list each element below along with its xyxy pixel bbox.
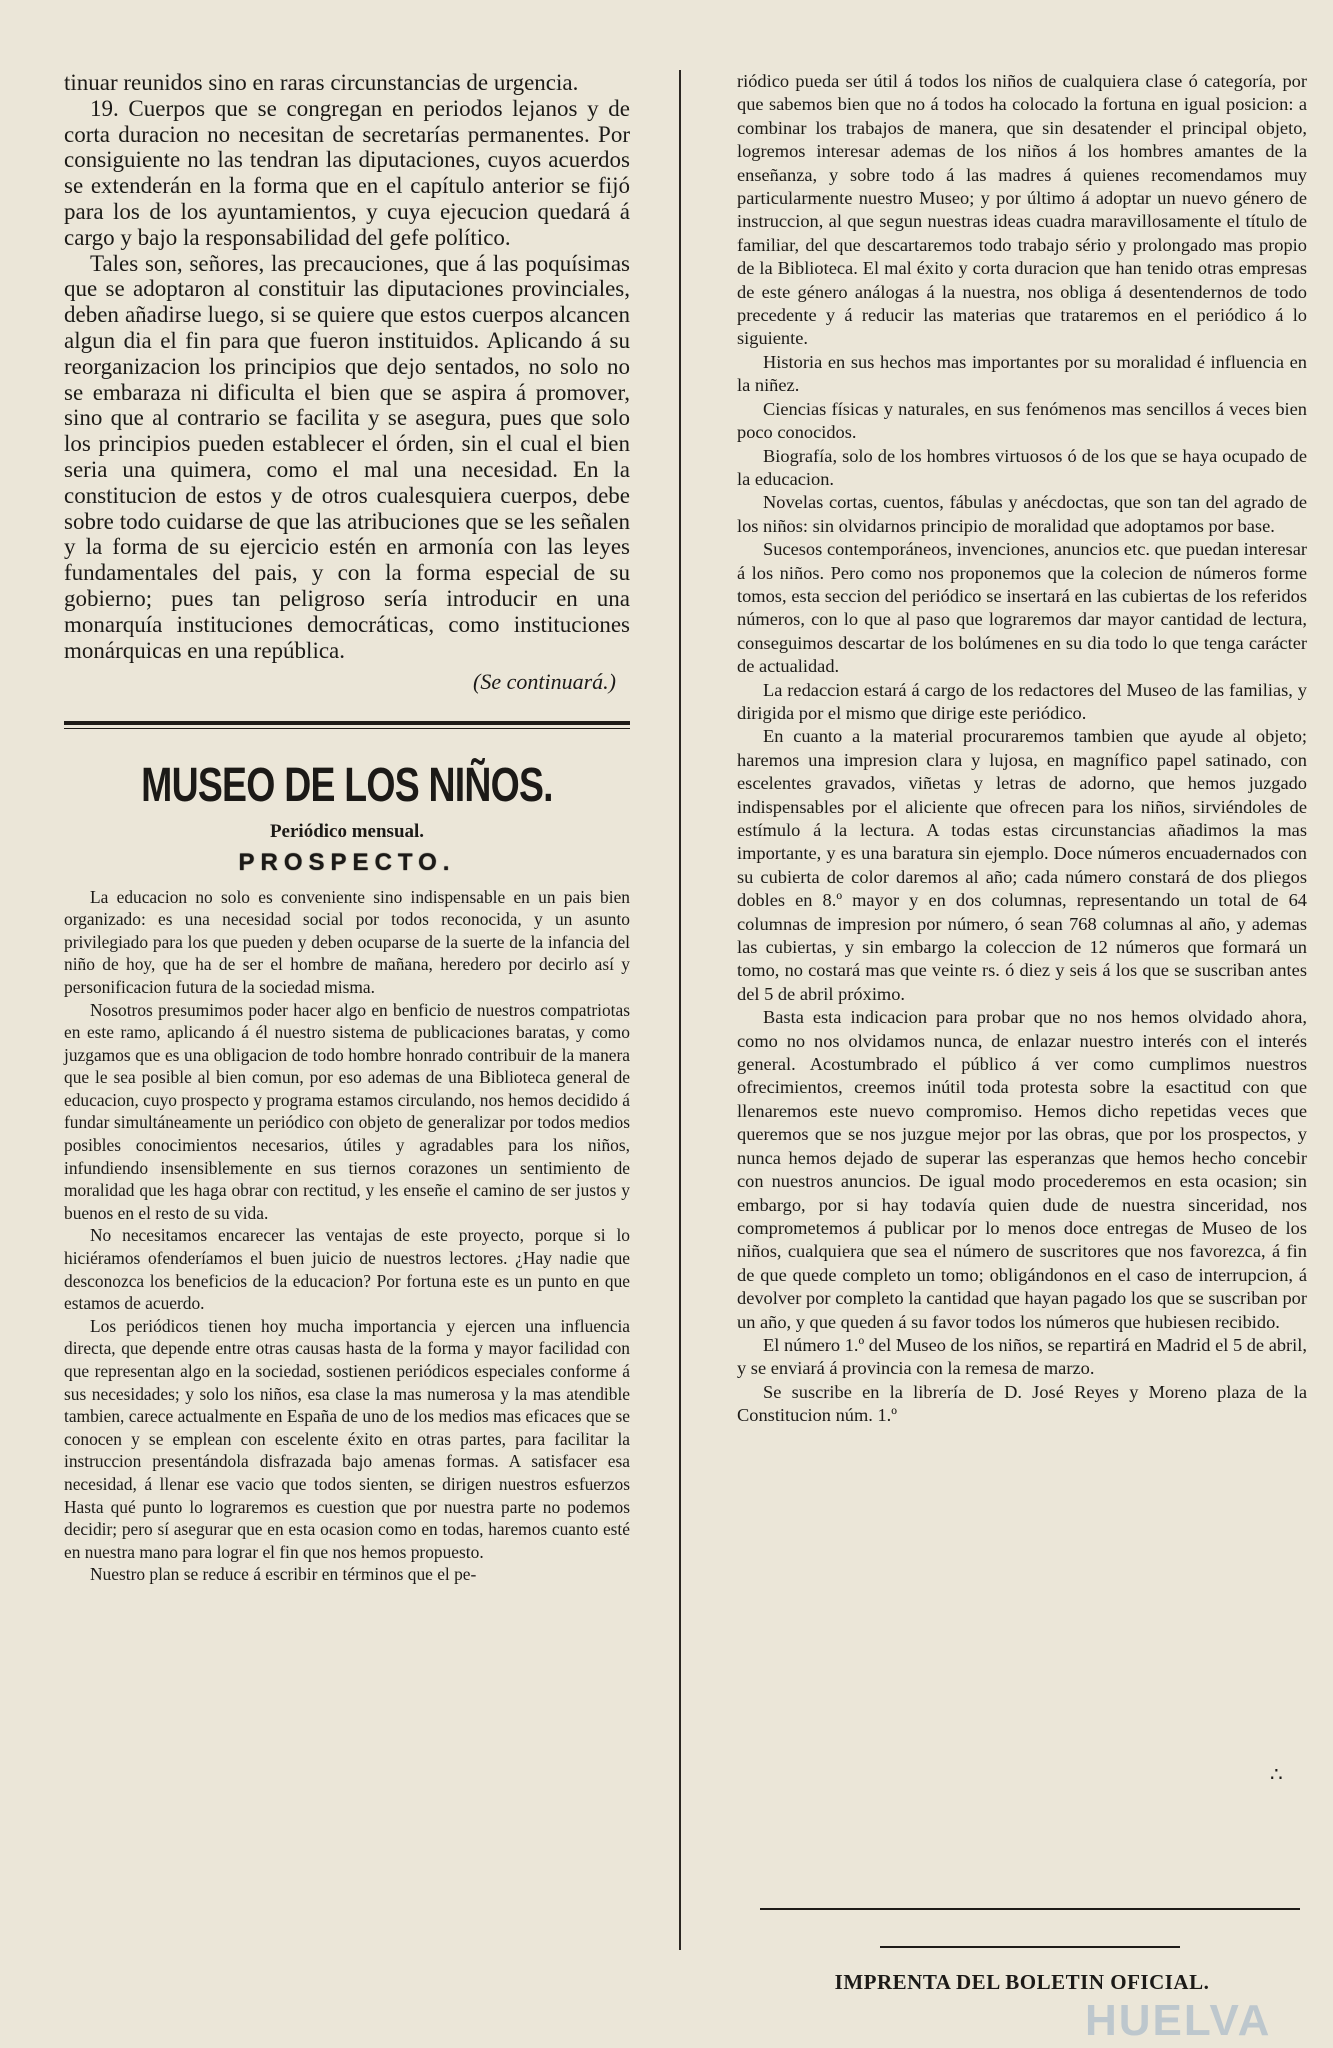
prospecto-body [64,886,630,1586]
masthead-subtitle: Periódico mensual. [269,821,425,843]
paragraph: Nosotros presumimos poder hacer algo en benficio de nuestros compatriotas en este ramo, aplicando á él nuestro sistema de publicaciones baratas, y como juzgamos que es una obligacion de todo hombre honrado contribuir de la manera que le sea posible al bien comun, por eso ademas de una Biblioteca general de educacion, cuyo prospecto y programa estamos circulando, nos hemos decidido á fundar simultáneamente un periódico con objeto de generalizar por todos medios posibles conocimientos necesarios, útiles y agradables para los niños, infundiendo insensiblemente en sus tiernos corazones un sentimiento de moralidad que les haga obrar con rectitud, y les enseñe el camino de ser justos y buenos en el resto de su vida. [64,999,630,1223]
prospecto-heading: PROSPECTO. [238,849,456,877]
printer-imprint: IMPRENTA DEL BOLETIN OFICIAL. [834,1970,1210,1994]
column-rule [679,70,681,1950]
paragraph: En cuanto a la material procuraremos tambien que ayude al objeto; haremos una impresion clara y lujosa, en magnífico papel satinado, con escelentes gravados, viñetas y letras de adorno, que hemos juzgado indispensables por el aliciente que ofrecen para los niños, sirviéndoles de estímulo á la lectura. A todas estas circunstancias añadimos la mas importante, y es una baratura sin ejemplo. Doce números encuadernados con su cubierta de color daremos al año; cada número constará de dos pliegos dobles en 8.º mayor y en dos columnas, representando un total de 64 columnas de impresion por número, ó sean 768 columnas al año, y ademas las cubiertas, y sin embargo la coleccion de 12 números que formará un tomo, no costará mas que veinte rs. ó diez y seis á los que se suscriban antes del 5 de abril próximo. [737,726,1307,1004]
archive-watermark: HUELVA [1085,1996,1272,2045]
paragraph: Ciencias físicas y naturales, en sus fenómenos mas sencillos á veces bien poco conocidos. [737,398,1307,443]
paragraph: Sucesos contemporáneos, invenciones, anuncios etc. que puedan interesar á los niños. Pero como nos proponemos que la colecion de números forme tomos, esta seccion del periódico se insertará en las cubiertas de los referidos números, con lo que al paso que lograremos dar mayor cantidad de lectura, conseguimos descartar de los bolúmenes en su dia todo lo que tenga carácter de actualidad. [737,539,1307,677]
paragraph: Historia en sus hechos mas importantes por su moralidad é influencia en la niñez. [737,351,1307,396]
paragraph: Biografía, solo de los hombres virtuosos ó de los que se haya ocupado de la educacion. [737,445,1307,489]
paragraph: Se suscribe en la librería de D. José Reyes y Moreno plaza de la Constitucion núm. 1.º [737,1381,1307,1426]
continuation-note: (Se continuará.) [473,669,616,695]
masthead-title: MUSEO DE LOS NIÑOS. [141,759,553,813]
paragraph: Los periódicos tienen hoy mucha importancia y ejercen una influencia directa, que depende entre otras causas hasta de la forma y mayor facilidad con que representan algo en la sociedad, sostienen periódicos especiales conforme á sus necesidades; y solo los niños, esa clase la mas numerosa y la mas atendible tambien, carece actualmente en España de uno de los medios mas eficaces que se conocen y se emplean con escelente éxito en otras partes, para facilitar la instruccion presentándola disfrazada bajo amenas formas. A satisfacer esa necesidad, á llenar ese vacio que todos sienten, se dirigen nuestros esfuerzos Hasta qué punto lo lograremos es cuestion que por nuestra parte no podemos decidir; pero sí asegurar que en esta ocasion como en todas, haremos cuanto esté en nuestra mano para lograr el fin que nos hemos propuesto. [64,1315,630,1562]
paragraph: 19. Cuerpos que se congregan en periodos lejanos y de corta duracion no necesitan de secretarías permanentes. Por consiguiente no las tendran las diputaciones, cuyos acuerdos se extenderán en la forma que en el capítulo anterior se fijó para los de los ayuntamientos, y cuya ejecucion quedará á cargo y bajo la responsabilidad del gefe político. [64,95,630,250]
paragraph: La redaccion estará á cargo de los redactores del Museo de las familias, y dirigida por el mismo que dirige este periódico. [737,679,1307,723]
footer-rule [760,1908,1300,1910]
paragraph: No necesitamos encarecer las ventajas de este proyecto, porque si lo hiciéramos ofenderíamos el buen juicio de nuestros lectores. ¿Hay nadie que desconozca los beneficios de la educacion? Por fortuna este es un punto en que estamos de acuerdo. [64,1225,630,1314]
paragraph: Basta esta indicacion para probar que no nos hemos olvidado ahora, como no nos olvidamos nunca, de enlazar nuestro interés con el interés general. Acostumbrado el público á ver como cumplimos nuestros ofrecimientos, creemos inútil toda protesta sobre la esactitud con que llenaremos este nuevo compromiso. Hemos dicho repetidas veces que queremos que se nos juzgue mejor por las obras, que por los prospectos, y nunca hemos dejado de superar las esperanzas que hemos hecho concebir con nuestros anuncios. De igual modo procederemos en esta ocasion; sin embargo, por si hay todavía quien dude de nuestra sinceridad, nos comprometemos á publicar por lo menos doce entregas de Museo de los niños, cualquiera que sea el número de suscritores que nos favorezca, á fin de que quede completo un tomo; obligándonos en el caso de interrupcion, á devolver por completo la cantidad que hayan pagado los que se suscriban por un año, y que queden á su favor todos los números que hubiesen recibido. [737,1007,1307,1332]
footer-rule-short [880,1946,1180,1948]
left-column [64,70,630,1586]
paragraph: El número 1.º del Museo de los niños, se repartirá en Madrid el 5 de abril, y se enviará á provincia con la remesa de marzo. [737,1334,1307,1379]
paragraph: Novelas cortas, cuentos, fábulas y anécdoctas, que son tan del agrado de los niños: sin olvidarnos principio de moralidad que adoptamos por base. [737,492,1307,536]
printer-mark: ∴ [1270,1764,1283,1786]
paragraph: Nuestro plan se reduce á escribir en términos que el pe- [90,1564,477,1585]
paragraph: riódico pueda ser útil á todos los niños de cualquiera clase ó categoría, por que sabemos bien que no á todos ha colocado la fortuna en igual posicion: a combinar los trabajos de manera, que sin desatender el principal objeto, logremos interesar ademas de los niños á los hombres amantes de la enseñanza, y sobre todo á las madres á quienes recomendamos muy particularmente nuestro Museo; y por último á adoptar un nuevo género de instruccion, al que segun nuestras ideas cuadra maravillosamente el título de familiar, del que descartaremos todo trabajo sério y prolongado mas propio de la Biblioteca. El mal éxito y corta duracion que han tenido otras empresas de este género análogas á la nuestra, nos obliga á desentendernos de todo precedente y á reducir las materias que trataremos en el periódico á lo siguiente. [737,71,1307,349]
section-divider [64,721,630,729]
article-continued [64,70,630,695]
paragraph: tinuar reunidos sino en raras circunstancias de urgencia. [64,70,579,95]
paragraph: Tales son, señores, las precauciones, que á las poquísimas que se adoptaron al constituir las diputaciones provinciales, deben añadirse luego, si se quiere que estos cuerpos alcancen algun dia el fin para que fueron instituidos. Aplicando á su reorganizacion los principios que dejo sentados, no solo no se embaraza ni dificulta el bien que se aspira á promover, sino que al contrario se facilita y se asegura, pues que solo los principios pueden establecer el órden, sin el cual el bien seria una quimera, como el mal una necesidad. En la constitucion de estos y de otros cualesquiera cuerpos, debe sobre todo cuidarse de que las atribuciones que se les señalen y la forma de su ejercicio estén en armonía con las leyes fundamentales del pais, y con la forma especial de su gobierno; pues tan peligroso sería introducir en una monarquía instituciones democráticas, como instituciones monárquicas en una república. [64,250,630,663]
paragraph: La educacion no solo es conveniente sino indispensable en un pais bien organizado: es una necesidad social por todos reconocida, y un asunto privilegiado para los que pueden y deben ocuparse de la suerte de la infancia del niño de hoy, que ha de ser el hombre de mañana, heredero por decirlo así y personificacion futura de la sociedad misma. [64,886,630,997]
right-column [737,70,1307,1428]
